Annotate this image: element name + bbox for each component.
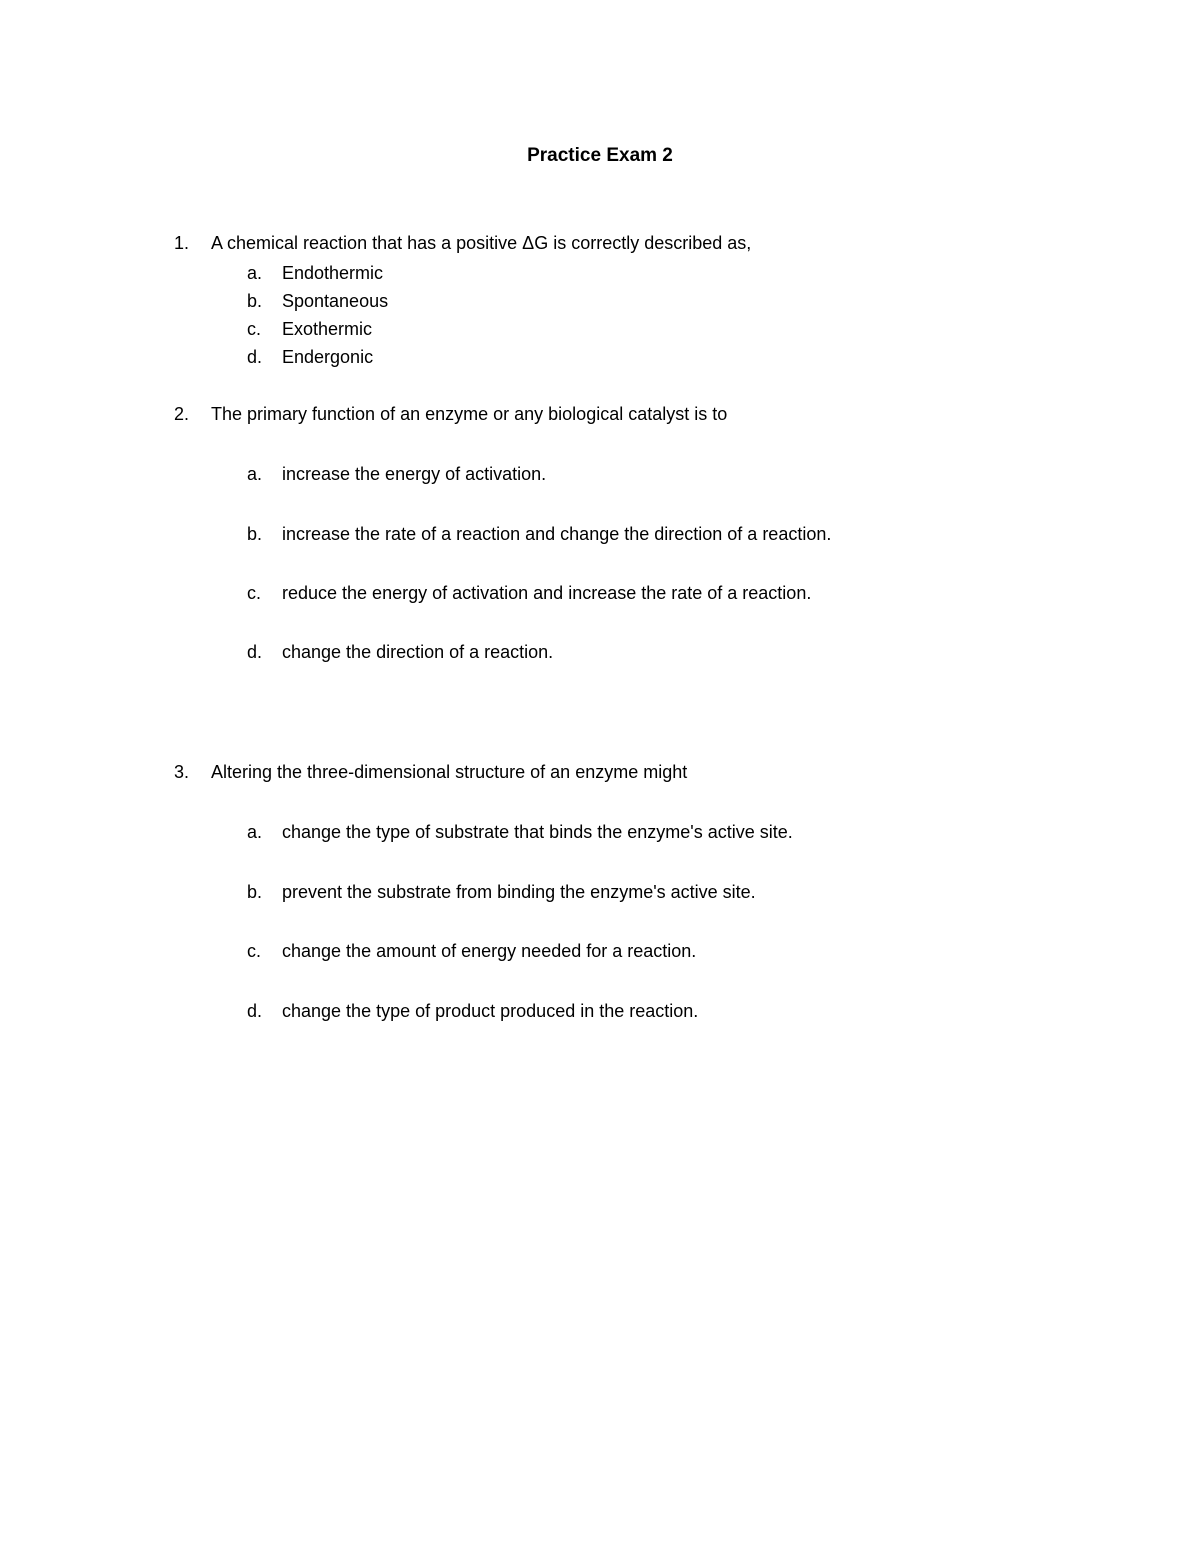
question-number: 2. (174, 404, 190, 424)
option-text: Exothermic (282, 319, 373, 339)
option-letter: d. (247, 347, 263, 367)
option-text: Spontaneous (282, 291, 389, 311)
option-letter: c. (247, 941, 262, 961)
option-text: reduce the energy of activation and increase the rate of a reaction. (282, 583, 812, 603)
option-text: change the type of product produced in the reaction. (282, 1001, 699, 1021)
option-letter: b. (247, 291, 263, 311)
option-text: increase the energy of activation. (282, 464, 547, 484)
option-letter: b. (247, 882, 263, 902)
option-letter: b. (247, 524, 263, 544)
option-text: Endergonic (282, 347, 374, 367)
question-text: The primary function of an enzyme or any biological catalyst is to (211, 404, 728, 424)
option-letter: a. (247, 822, 263, 842)
option-letter: d. (247, 1001, 263, 1021)
option-letter: c. (247, 583, 262, 603)
option-text: Endothermic (282, 263, 384, 283)
option-text: increase the rate of a reaction and change the direction of a reaction. (282, 524, 832, 544)
option-letter: a. (247, 263, 263, 283)
question-text: A chemical reaction that has a positive ΔG is correctly described as, (211, 233, 752, 253)
option-text: change the type of substrate that binds the enzyme's active site. (282, 822, 793, 842)
question-text: Altering the three-dimensional structure of an enzyme might (211, 762, 688, 782)
option-letter: d. (247, 642, 263, 662)
page-title: Practice Exam 2 (527, 145, 673, 166)
question-number: 1. (174, 233, 190, 253)
option-text: change the amount of energy needed for a reaction. (282, 941, 697, 961)
option-letter: a. (247, 464, 263, 484)
question-number: 3. (174, 762, 190, 782)
option-text: prevent the substrate from binding the enzyme's active site. (282, 882, 756, 902)
option-letter: c. (247, 319, 262, 339)
option-text: change the direction of a reaction. (282, 642, 554, 662)
